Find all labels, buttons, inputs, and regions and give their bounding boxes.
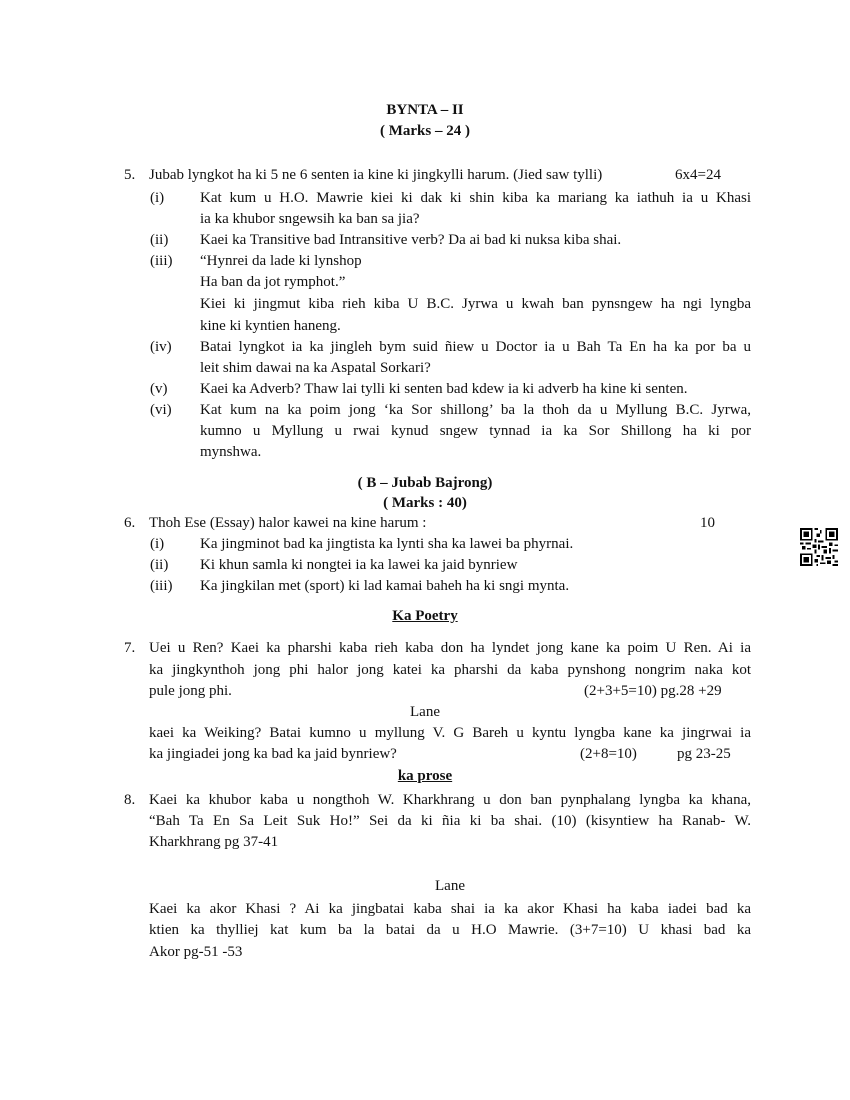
q7-line: pule jong phi.	[149, 683, 232, 699]
q6-item-text: Ki khun samla ki nongtei ia ka lawei ka jaid bynriew	[200, 557, 518, 573]
q5-item-line: Batai lyngkot ia ka jingleh bym suid ñiew u Doctor ia u Bah Ta En ha ka por ba u	[200, 339, 751, 355]
q7-alt-marks: (2+8=10)	[580, 746, 637, 762]
q7-or: Lane	[410, 704, 440, 720]
q5-item-line: ia ka khubor sngewsih ka ban sa jia?	[200, 211, 420, 227]
q8-line: “Bah Ta En Sa Leit Suk Ho!” Sei da ki ñia ki ba shai. (10) (kisyntiew ha Ranab- W.	[149, 813, 751, 829]
q5-item-label: (vi)	[150, 402, 172, 418]
section-title: BYNTA – II	[386, 102, 464, 118]
q7-alt-line: kaei ka Weiking? Batai kumno u myllung V. G Bareh u kyntu lyngba kane ka jingrwai ia	[149, 725, 751, 741]
q5-text: Jubab lyngkot ha ki 5 ne 6 senten ia kine ki jingkylli harum. (Jied saw tylli)	[149, 167, 603, 183]
q5-item-label: (iii)	[150, 253, 173, 269]
q5-item-line: leit shim dawai na ka Aspatal Sorkari?	[200, 360, 431, 376]
q6-item-text: Ka jingminot bad ka jingtista ka lynti sha ka lawei ba phyrnai.	[200, 536, 574, 552]
q5-item-line: kine ki kyntien haneng.	[200, 318, 341, 334]
q5-number: 5.	[124, 167, 136, 183]
q8-alt-line: ktien ka thylliej kat kum ba la batai da u H.O Mawrie. (3+7=10) U khasi bad ka	[149, 922, 751, 938]
q5-item-line: Kaei ka Transitive bad Intransitive verb? Da ai bad ki nuksa kiba shai.	[200, 232, 622, 248]
q5-item-label: (ii)	[150, 232, 169, 248]
q5-item-label: (v)	[150, 381, 168, 397]
q8-alt-line: Kaei ka akor Khasi ? Ai ka jingbatai kaba shai ia ka akor Khasi ha kaba iadei bad ka	[149, 901, 751, 917]
q5-item-line: Kat kum u H.O. Mawrie kiei ki dak ki shin kiba ka mariang ka iathuh ia u Khasi	[200, 190, 751, 206]
prose-heading: ka prose	[397, 768, 453, 784]
q5-item-line: Ha ban da jot rymphot.”	[200, 274, 346, 290]
q7-marks: (2+3+5=10) pg.28 +29	[584, 683, 722, 699]
q7-line: Uei u Ren? Kaei ka pharshi kaba rieh kaba don ha lyndet jong kane ka poim U Ren. Ai ia	[149, 640, 751, 656]
q6-text: Thoh Ese (Essay) halor kawei na kine harum :	[149, 515, 427, 531]
q5-item-line: Kat kum na ka poim jong ‘ka Sor shillong’ ba la thoh da u Myllung B.C. Jyrwa,	[200, 402, 751, 418]
q5-item-line: Kaei ka Adverb? Thaw lai tylli ki senten bad kdew ia ki adverb ha kine ki senten.	[200, 381, 688, 397]
q8-line: Kharkhrang pg 37-41	[149, 834, 279, 850]
q5-item-line: “Hynrei da lade ki lynshop	[200, 253, 362, 269]
poetry-heading: Ka Poetry	[392, 608, 458, 624]
q6-item-label: (i)	[150, 536, 165, 552]
section-b-title: ( B – Jubab Bajrong)	[357, 475, 493, 491]
q6-number: 6.	[124, 515, 136, 531]
section-b-marks: ( Marks : 40)	[383, 495, 467, 511]
q5-item-line: Kiei ki jingmut kiba rieh kiba U B.C. Jyrwa u kwah ban pynsngew ha ngi lyngba	[200, 296, 751, 312]
q8-line: Kaei ka khubor kaba u nongthoh W. Kharkhrang u don ban pynphalang lyngba ka khana,	[149, 792, 751, 808]
q8-alt-line: Akor pg-51 -53	[149, 944, 243, 960]
q7-alt-line: ka jingiadei jong ka bad ka jaid bynriew?	[149, 746, 397, 762]
q5-item-line: kumno u Myllung u rwai kynud sngew tynnad ia ka Sor Shillong ha ki por	[200, 423, 751, 439]
section-marks: ( Marks – 24 )	[380, 123, 470, 139]
q5-item-line: mynshwa.	[200, 444, 262, 460]
q6-item-text: Ka jingkilan met (sport) ki lad kamai baheh ha ki sngi mynta.	[200, 578, 570, 594]
q7-alt-pages: pg 23-25	[677, 746, 731, 762]
q5-item-label: (i)	[150, 190, 165, 206]
q6-marks: 10	[700, 515, 715, 531]
q7-number: 7.	[124, 640, 136, 656]
q6-item-label: (ii)	[150, 557, 169, 573]
q5-marks: 6x4=24	[675, 167, 721, 183]
q6-item-label: (iii)	[150, 578, 173, 594]
qr-code-icon	[800, 528, 838, 566]
q5-item-label: (iv)	[150, 339, 172, 355]
q7-line: ka jingkynthoh jong phi halor jong katei ka pharshi da kaba pynshong nongrim naka kot	[149, 662, 751, 678]
q8-number: 8.	[124, 792, 136, 808]
q8-or: Lane	[435, 878, 465, 894]
